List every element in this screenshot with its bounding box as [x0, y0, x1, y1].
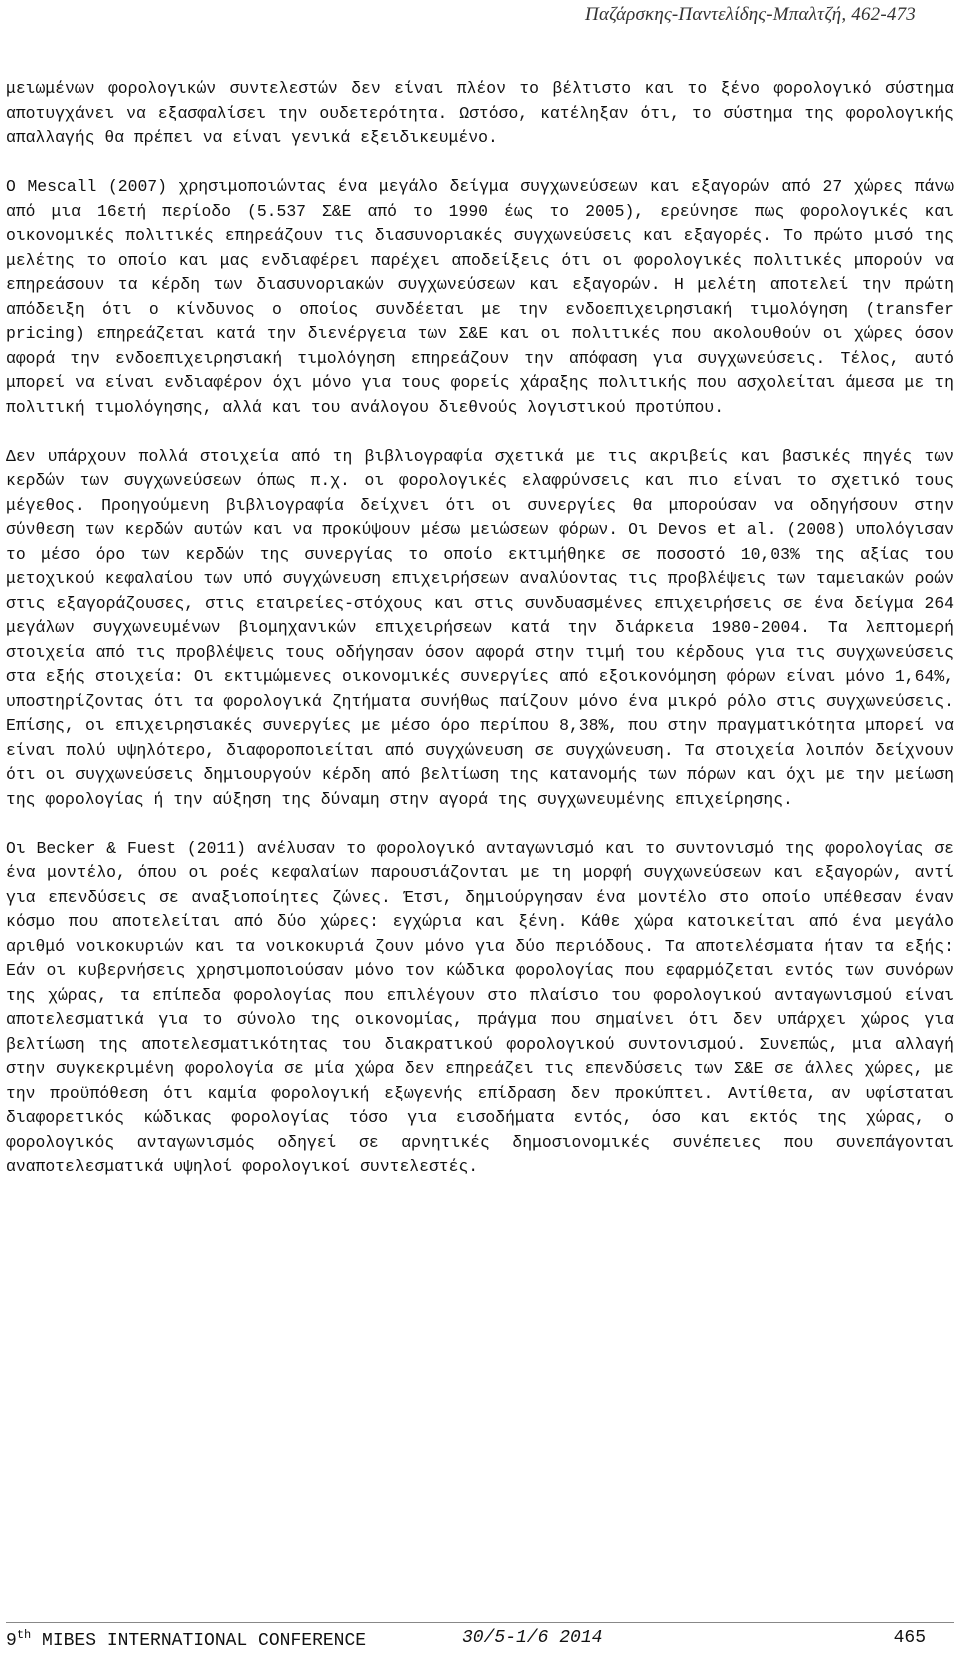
document-body — [6, 77, 954, 1204]
conference-dates: 30/5-1/6 2014 — [462, 1628, 603, 1648]
page-number: 465 — [893, 1628, 926, 1648]
conference-name: MIBES INTERNATIONAL CONFERENCE — [31, 1631, 367, 1651]
paragraph: Δεν υπάρχουν πολλά στοιχεία από τη βιβλιογραφία σχετικά με τις ακριβείς και βασικές πηγές των κερδών των συγχωνεύσεων όπως π.χ. οι φορολογικές ελαφρύνσεις και πιο είναι το σχετικό τους μέγεθος. Προηγούμενη βιβλιογραφία δείχνει ότι οι συνεργίες θα μπορούσαν να οδηγήσουν στην σύνθεση των κερδών αυτών και να προκύψουν μέσω μειώσεων φόρων. Οι Devos et al. (2008) υπολόγισαν το μέσο όρο των κερδών της συνεργίας το οποίο εκτιμήθηκε σε ποσοστό 10,03% της αξίας του μετοχικού κεφαλαίου των υπό συγχώνευση επιχειρήσεων αναλύοντας τις προβλέψεις των ταμειακών ροών στις εξαγοράζουσες, στις εταιρείες-στόχους και στις συνδυασμένες επιχειρήσεις σε ένα δείγμα 264 μεγάλων συγχωνευμένων βιομηχανικών επιχειρήσεων κατά την διάρκεια 1980-2004. Τα λεπτομερή στοιχεία από τις προβλέψεις τους οδήγησαν όσον αφορά στην τιμή του κέρδους για τις συγχωνεύσεις στα εξής στοιχεία: Οι εκτιμώμενες οικονομικές συνεργίες από εξοικονόμηση φόρων είναι μόνο 1,64%, υποστηρίζοντας ότι τα φορολογικά ζητήματα συνήθως παίζουν μόνο ένα μικρό ρόλο στις συγχωνεύσεις. Επίσης, οι επιχειρησιακές συνεργίες με μέσο όρο περίπου 8,38%, που στην πραγματικότητα μπορεί να είναι πολύ υψηλότερο, διαφοροποιείται από συγχώνευση σε συγχώνευση. Τα στοιχεία λοιπόν δείχνουν ότι οι συγχωνεύσεις δημιουργούν κέρδη από βελτίωση της κατανομής των πόρων και όχι με την μείωση της φορολογίας ή την αύξηση της δύναμη στην αγορά της συγχωνευμένης επιχείρησης. — [6, 446, 954, 809]
conference-ordinal: 9 — [6, 1631, 17, 1651]
conference-label — [6, 1628, 366, 1651]
conference-ordinal-suffix: th — [16, 1628, 32, 1642]
footer-divider — [6, 1622, 954, 1623]
paragraph: Ο Mescall (2007) χρησιμοποιώντας ένα μεγάλο δείγμα συγχωνεύσεων και εξαγορών από 27 χώρες πάνω από μια 16ετή περίοδο (5.537 Σ&Ε από το 1990 έως το 2005), ερεύνησε πως φορολογικές και οικονομικές πολιτικές επηρεάζουν τις διασυνοριακές συγχωνεύσεις και εξαγορές. Το πρώτο μισό της μελέτης το οποίο και μας ενδιαφέρει παρέχει αποδείξεις ότι οι φορολογικές πολιτικές μπορούν να επηρεάσουν τα κέρδη των διασυνοριακών συγχωνεύσεων και εξαγορών. Η μελέτη αποτελεί την πρώτη απόδειξη ότι ο κίνδυνος ο οποίος συνδέεται με την ενδοεπιχειρησιακή τιμολόγηση (transfer pricing) επηρεάζεται κατά την διενέργεια των Σ&Ε και οι πολιτικές που ακολουθούν οι χώρες όσον αφορά την ενδοεπιχειρησιακή τιμολόγηση επηρεάζουν την απόφαση για συγχωνεύσεις. Τέλος, αυτό μπορεί να είναι ενδιαφέρον όχι μόνο για τους φορείς χάραξης πολιτικής που ασχολείται άμεσα με τη πολιτική τιμολόγησης, αλλά και του ανάλογου διεθνούς λογιστικού προτύπου. — [6, 177, 954, 417]
paragraph: μειωμένων φορολογικών συντελεστών δεν είναι πλέον το βέλτιστο και το ξένο φορολογικό σύστημα αποτυγχάνει να εξασφαλίσει την ουδετερότητα. Ωστόσο, κατέληξαν ότι, το σύστημα της φορολογικής απαλλαγής θα πρέπει να είναι γενικά εξειδικευμένο. — [6, 79, 954, 147]
paragraph: Οι Becker & Fuest (2011) ανέλυσαν το φορολογικό ανταγωνισμό και το συντονισμό της φορολογίας σε ένα μοντέλο, όπου οι ροές κεφαλαίων παρουσιάζονται με τη μορφή συγχωνεύσεων και εξαγορών, αντί για επενδύσεις σε αναξιοποίητες ζώνες. Έτσι, δημιούργησαν ένα μοντέλο στο οποίο υπέθεσαν έναν κόσμο που αποτελείται από δύο χώρες: εγχώρια και ξένη. Κάθε χώρα κατοικείται από ένα μεγάλο αριθμό νοικοκυριών και τα νοικοκυριά ζουν μόνο για δύο περιόδους. Τα αποτελέσματα ήταν τα εξής: Εάν οι κυβερνήσεις χρησιμοποιούσαν μόνο τον κώδικα φορολογίας που εφαρμόζεται εντός των συνόρων της χώρας, τα επίπεδα φορολογίας που επιλέγουν στο πλαίσιο του φορολογικού ανταγωνισμού είναι αποτελεσματικά για το σύνολο της οικονομίας, πράγμα που σημαίνει ότι δεν υπάρχει χώρος για βελτίωση της αποτελεσματικότητας του διακρατικού φορολογικού συντονισμού. Συνεπώς, μια αλλαγή στην συγκεκριμένη φορολογία σε μία χώρα δεν επηρεάζει τις επενδύσεις των Σ&Ε σε άλλες χώρες, με την προϋπόθεση ότι καμία φορολογική εξωγενής επίδραση δεν προκύπτει. Αντίθετα, αν υφίσταται διαφορετικός κώδικας φορολογίας τόσο για εισοδήματα εντός, όσο και εκτός της χώρας, ο φορολογικός ανταγωνισμός οδηγεί σε αρνητικές δημοσιονομικές συνέπειες που συνεπάγονται αναποτελεσματικά υψηλοί φορολογικοί συντελεστές. — [6, 838, 954, 1176]
page-footer — [6, 1624, 954, 1654]
running-header: Παζάρσκης-Παντελίδης-Μπαλτζή, 462-473 — [585, 4, 916, 25]
